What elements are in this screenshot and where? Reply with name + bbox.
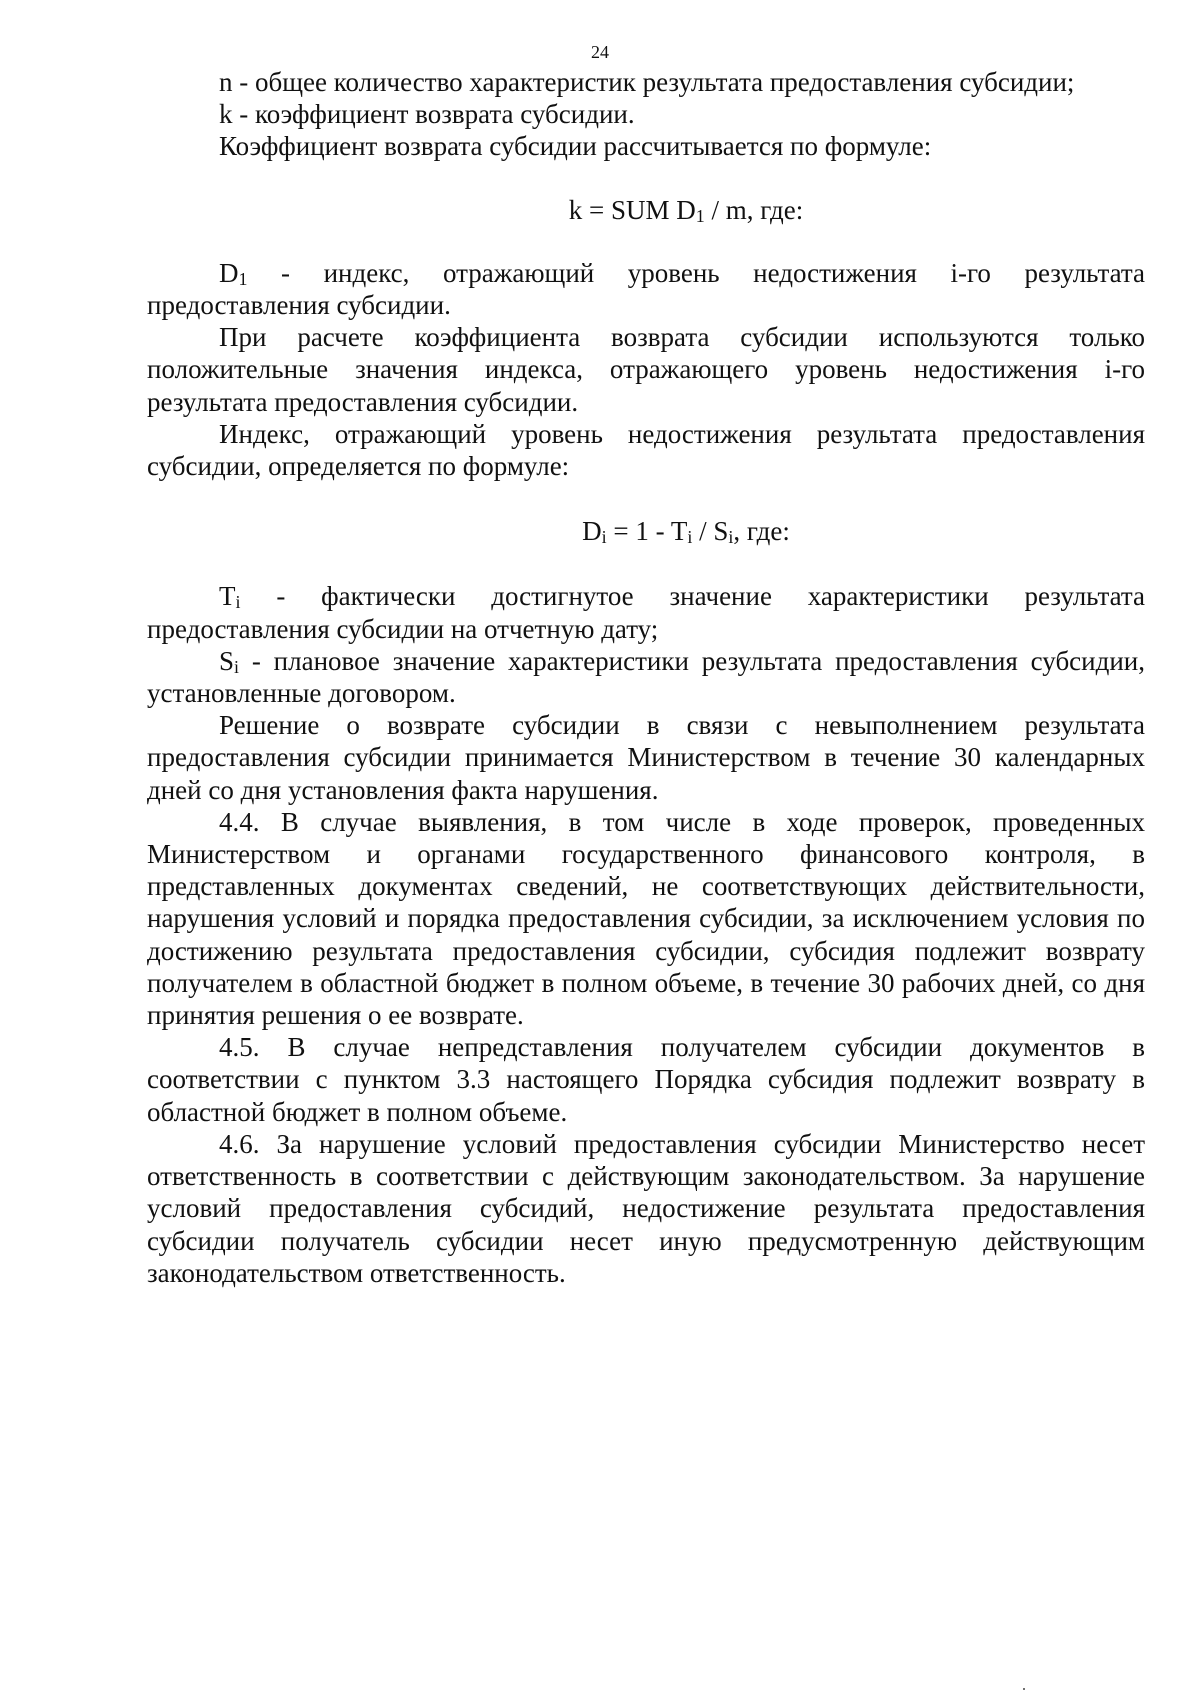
ti-text: - фактически достигнутое значение характеристики результата предоставления субсидии на отчетную дату; (147, 581, 1145, 644)
paragraph-k-formula-intro: Коэффициент возврата субсидии рассчитывается по формуле: (219, 131, 932, 162)
paragraph-4-4: 4.4. В случае выявления, в том числе в ходе проверок, проведенных Министерством и органами государственного финансового контроля, в представленных документах сведений, не соответствующих действительности, нарушения условий и порядка предоставления субсидии, за исключением условия по достижению результата предоставления субсидии, субсидия подлежит возврату получателем в областной бюджет в полном объеме, в течение 30 рабочих дней, со дня принятия решения о ее возврате. (147, 806, 1145, 1031)
formula-d-c: / S (692, 516, 729, 547)
ti-symbol: T (219, 581, 236, 612)
paragraph-k-definition: k - коэффициент возврата субсидии. (219, 99, 635, 130)
si-sub: i (234, 656, 240, 677)
paragraph-index-formula-intro: Индекс, отражающий уровень недостижения результата предоставления субсидии, определяется по формуле: (147, 418, 1145, 482)
formula-k-left: k = SUM D (568, 194, 696, 225)
formula-k-right: / m, где: (704, 194, 804, 225)
paragraph-return-decision: Решение о возврате субсидии в связи с невыполнением результата предоставления субсидии принимается Министерством в течение 30 календарных дней со дня установления факта нарушения. (147, 710, 1145, 805)
d1-symbol: D (219, 257, 239, 288)
si-text: - плановое значение характеристики результата предоставления субсидии, установленные договором. (147, 645, 1145, 709)
paragraph-n-definition: n - общее количество характеристик результата предоставления субсидии; (219, 67, 1075, 97)
ti-sub: i (235, 592, 241, 613)
formula-d (147, 515, 1145, 547)
formula-d-b: = 1 - T (606, 516, 688, 547)
document-body (147, 66, 1145, 1289)
paragraph-4-5: 4.5. В случае непредставления получателем субсидии документов в соответствии с пунктом 3.3 настоящего Порядка субсидия подлежит возврату в областной бюджет в полном объеме. (147, 1032, 1145, 1127)
d1-text: - индекс, отражающий уровень недостижения i-го результата предоставления субсидии. (147, 257, 1145, 321)
formula-d-a-sub: i (601, 527, 607, 548)
si-symbol: S (219, 645, 235, 676)
page-number: 24 (591, 42, 609, 62)
paragraph-4-6: 4.6. За нарушение условий предоставления субсидии Министерство несет ответственность в соответствии с действующим законодательством. За нарушение условий предоставления субсидий, недостижение результата предоставления субсидии получатель субсидии несет иную предусмотренную действующим законодательством ответственность. (147, 1128, 1145, 1288)
formula-d-d: , где: (733, 516, 790, 547)
formula-d-b-sub: i (687, 527, 693, 548)
formula-k-sub: 1 (695, 205, 705, 226)
formula-d-c-sub: i (728, 527, 734, 548)
formula-d-a: D (582, 516, 602, 547)
d1-sub: 1 (238, 268, 248, 289)
paragraph-d1-definition (147, 257, 1145, 321)
scan-speck (1023, 1688, 1025, 1690)
paragraph-ti-definition (147, 580, 1145, 644)
paragraph-positive-values: При расчете коэффициента возврата субсидии используются только положительные значения индекса, отражающего уровень недостижения i-го результата предоставления субсидии. (147, 322, 1145, 417)
formula-k (147, 194, 1145, 226)
paragraph-si-definition (147, 645, 1145, 709)
